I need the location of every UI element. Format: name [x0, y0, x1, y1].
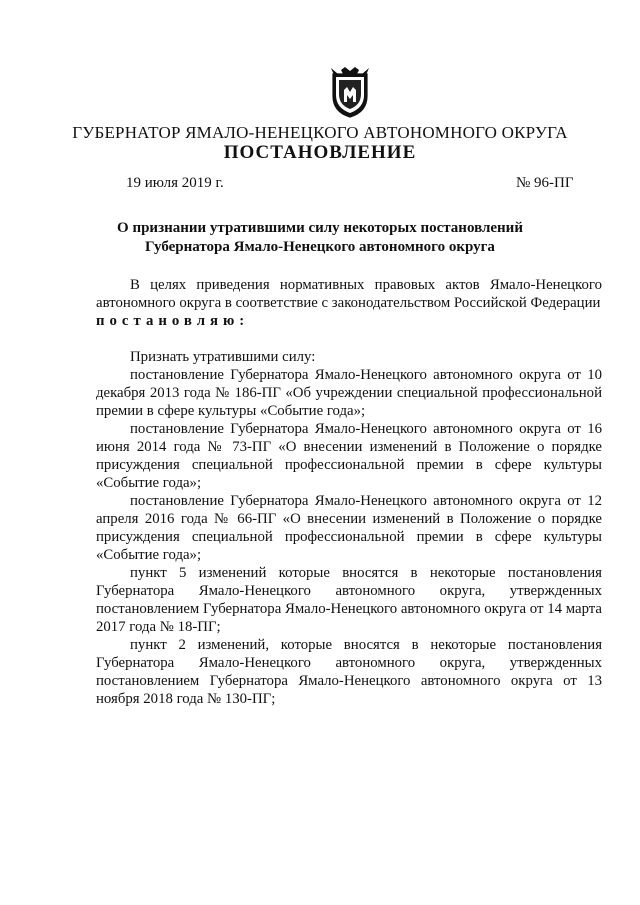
list-item: постановление Губернатора Ямало-Ненецкого автономного округа от 10 декабря 2013 года № 186-ПГ «Об учреждении специальной профессиональной премии в сфере культуры «Событие года»;	[96, 367, 602, 419]
decree-word: постановляю:	[96, 313, 250, 329]
preamble-paragraph: В целях приведения нормативных правовых актов Ямало-Ненецкого автономного округа в соответствие с законодательством Российской Федерации	[96, 277, 602, 311]
list-item: постановление Губернатора Ямало-Ненецкого автономного округа от 16 июня 2014 года № 73-ПГ «О внесении изменений в Положение о порядке присуждения специальной профессиональной премии в сфере культуры «Событие года»;	[96, 421, 602, 491]
document-type: ПОСТАНОВЛЕНИЕ	[223, 142, 417, 163]
yamal-coat-of-arms-icon	[329, 66, 371, 118]
list-item: пункт 2 изменений, которые вносятся в некоторые постановления Губернатора Ямало-Ненецкого автономного округа, утвержденных постановлением Губернатора Ямало-Ненецкого автономного округа от 13 ноября 2018 года № 130-ПГ;	[96, 637, 602, 707]
document-number: № 96-ПГ	[516, 175, 574, 191]
authority-name: ГУБЕРНАТОР ЯМАЛО-НЕНЕЦКОГО АВТОНОМНОГО ОКРУГА	[72, 123, 568, 142]
document-title	[0, 219, 640, 257]
document-body	[96, 276, 602, 708]
intro-paragraph: Признать утратившими силу:	[130, 349, 316, 365]
title-line-1: О признании утратившими силу некоторых постановлений	[117, 220, 523, 236]
list-item: постановление Губернатора Ямало-Ненецкого автономного округа от 12 апреля 2016 года № 66-ПГ «О внесении изменений в Положение о порядке присуждения специальной профессиональной премии в сфере культуры «Событие года»;	[96, 493, 602, 563]
list-item: пункт 5 изменений которые вносятся в некоторые постановления Губернатора Ямало-Ненецкого автономного округа, утвержденных постановлением Губернатора Ямало-Ненецкого автономного округа от 14 марта 2017 года № 18-ПГ;	[96, 565, 602, 635]
title-line-2: Губернатора Ямало-Ненецкого автономного округа	[145, 239, 495, 255]
document-date: 19 июля 2019 г.	[126, 175, 224, 191]
spacer	[96, 330, 602, 348]
